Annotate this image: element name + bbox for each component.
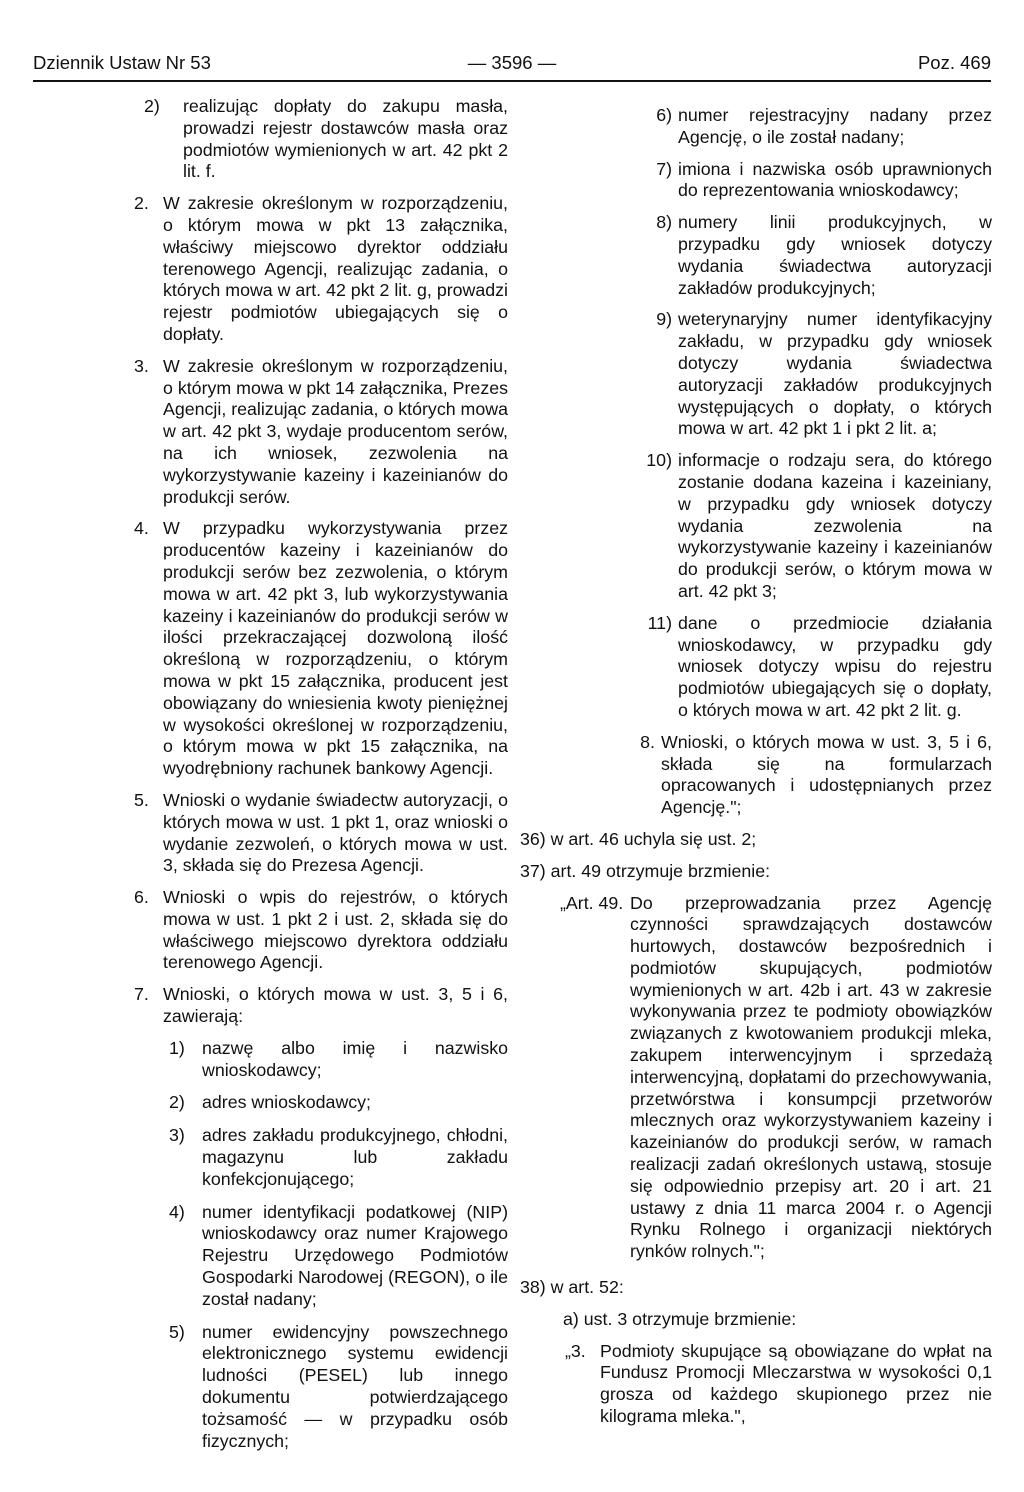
- paragraph-text: Wnioski, o których mowa w ust. 3, 5 i 6, zawierają:: [163, 984, 508, 1027]
- item-text: nazwę albo imię i nazwisko wnioskodawcy;: [202, 1037, 508, 1080]
- paragraph: [134, 790, 508, 877]
- list-item: [520, 105, 992, 149]
- item-number: 2): [169, 1092, 185, 1113]
- paragraph-number: 2.: [134, 193, 149, 214]
- item-number: 3): [169, 1125, 185, 1146]
- paragraph-number: 3.: [134, 355, 149, 376]
- paragraph: [134, 984, 508, 1028]
- item-text: adres zakładu produkcyjnego, chłodni, magazynu lub zakładu konfekcjonującego;: [202, 1125, 508, 1189]
- item-text: numer ewidencyjny powszechnego elektronicznego systemu ewidencji ludności (PESEL) lub innego dokumentu potwierdzającego tożsamość — w przypadku osób fizycznych;: [202, 1321, 508, 1451]
- item-text: numer rejestracyjny nadany przez Agencję, o ile został nadany;: [678, 105, 992, 147]
- paragraph-number: 7.: [134, 984, 149, 1005]
- item-number: 1): [169, 1037, 185, 1058]
- amendment-text: 38) w art. 52:: [520, 1277, 624, 1298]
- amendment-text: 37) art. 49 otrzymuje brzmienie:: [520, 860, 771, 881]
- paragraph: [520, 732, 992, 819]
- paragraph: [134, 518, 508, 780]
- paragraph-text: Podmioty skupujące są obowiązane do wpłat na Fundusz Promocji Mleczarstwa w wysokości 0,1 grosza od każdego skupionego przez nie kilograma mleka.",: [600, 1340, 992, 1427]
- item-number: 10): [646, 450, 672, 471]
- list-item: [520, 159, 992, 203]
- paragraph-number: 6.: [134, 887, 149, 908]
- item-number: 9): [656, 309, 672, 330]
- list-item: [169, 1202, 508, 1311]
- list-item: [520, 309, 992, 440]
- item-text: imiona i nazwiska osób uprawnionych do reprezentowania wnioskodawcy;: [678, 158, 992, 201]
- item-number: 6): [656, 105, 672, 125]
- page-number: — 3596 —: [467, 52, 557, 73]
- paragraph-text: W zakresie określonym w rozporządzeniu, o którym mowa w pkt 13 załącznika, właściwy miejscowo dyrektor oddziału terenowego Agencji, realizując zadania, o których mowa w art. 42 pkt 2 lit. g, prowadzi rejestr podmiotów ubiegających się o dopłaty.: [163, 193, 508, 344]
- amendment-point: [520, 1277, 992, 1299]
- paragraph-number: 4.: [134, 518, 149, 539]
- amendment-text: a) ust. 3 otrzymuje brzmienie:: [563, 1308, 797, 1329]
- item-text: adres wnioskodawcy;: [202, 1092, 372, 1113]
- item-text: numer identyfikacji podatkowej (NIP) wnioskodawcy oraz numer Krajowego Rejestru Urzędowego Podmiotów Gospodarki Narodowej (REGON), o ile został nadany;: [202, 1201, 508, 1309]
- amendment-text: 36) w art. 46 uchyla się ust. 2;: [520, 828, 757, 849]
- item-text: informacje o rodzaju sera, do którego zostanie dodana kazeina i kazeiniany, w przypadku gdy wniosek dotyczy wydania zezwolenia na wykorzystywanie kazeiny i kazeinianów do produkcji serów, o którym mowa w art. 42 pkt 3;: [678, 450, 992, 601]
- amendment-point: [520, 829, 992, 851]
- item-text: realizując dopłaty do zakupu masła, prowadzi rejestr dostawców masła oraz podmiotów wymienionych w art. 42 pkt 2 lit. f.: [183, 96, 508, 182]
- header-rule: [33, 80, 991, 82]
- paragraph-number: 5.: [134, 789, 149, 810]
- item-text: dane o przedmiocie działania wnioskodawcy, w przypadku gdy wniosek dotyczy wpisu do rejestru podmiotów ubiegających się o dopłaty, o których mowa w art. 42 pkt 2 lit. g.: [678, 612, 992, 720]
- quoted-paragraph: [520, 1341, 992, 1428]
- paragraph: [134, 887, 508, 974]
- right-column: [520, 105, 992, 1438]
- position-number: Poz. 469: [917, 52, 991, 73]
- paragraph-number: „3.: [565, 1340, 586, 1361]
- paragraph-text: Wnioski o wydanie świadectw autoryzacji, o których mowa w ust. 1 pkt 1, oraz wnioski o wydanie zezwoleń, o których mowa w ust. 3, składa się do Prezesa Agencji.: [163, 789, 508, 876]
- item-number: 8): [656, 212, 672, 233]
- list-item: [169, 1038, 508, 1082]
- list-item: [144, 96, 508, 183]
- journal-title: Dziennik Ustaw Nr 53: [33, 52, 211, 73]
- page-header: [33, 52, 991, 80]
- left-column: [134, 96, 508, 1463]
- item-text: numery linii produkcyjnych, w przypadku gdy wniosek dotyczy wydania świadectwa autoryzacji zakładów produkcyjnych;: [678, 212, 992, 298]
- item-number: 2): [144, 96, 160, 116]
- item-text: weterynaryjny numer identyfikacyjny zakładu, w przypadku gdy wniosek dotyczy wydania świadectwa autoryzacji zakładów produkcyjnych występujących o dopłaty, o których mowa w art. 42 pkt 1 i pkt 2 lit. a;: [678, 309, 992, 439]
- item-number: 7): [656, 158, 672, 179]
- list-item: [169, 1322, 508, 1453]
- paragraph-text: W przypadku wykorzystywania przez producentów kazeiny i kazeinianów do produkcji serów bez zezwolenia, o którym mowa w art. 42 pkt 3, lub wykorzystywania kazeiny i kazeinianów do produkcji serów w ilości przekraczającej dozwoloną ilość określoną w rozporządzeniu, o którym mowa w pkt 15 załącznika, producent jest obowiązany do wniesienia kwoty pieniężnej w wysokości określonej w rozporządzeniu, o którym mowa w pkt 15 załącznika, na wyodrębniony rachunek bankowy Agencji.: [163, 518, 508, 779]
- list-item: [169, 1125, 508, 1190]
- paragraph-text: Wnioski, o których mowa w ust. 3, 5 i 6, składa się na formularzach opracowanych i udostępnianych przez Agencję.";: [661, 731, 992, 818]
- article-text: [520, 893, 992, 1264]
- paragraph-text: Wnioski o wpis do rejestrów, o których mowa w ust. 1 pkt 2 i ust. 2, składa się do właściwego miejscowo dyrektora oddziału terenowego Agencji.: [163, 887, 508, 973]
- paragraph-text: W zakresie określonym w rozporządzeniu, o którym mowa w pkt 14 załącznika, Prezes Agencji, realizując zadania, o których mowa w art. 42 pkt 3, wydaje producentom serów, na ich wniosek, zezwolenia na wykorzystywanie kazeiny i kazeinianów do produkcji serów.: [163, 355, 508, 507]
- paragraph: [134, 193, 508, 346]
- list-item: [520, 613, 992, 722]
- item-number: 11): [647, 612, 672, 633]
- article-body: Do przeprowadzania przez Agencję czynności sprawdzających dostawców hurtowych, dostawców bezpośrednich i podmiotów skupujących, podmiotów wymienionych w art. 42b i art. 43 w zakresie wykonywania przez te podmioty obowiązków związanych z kwotowaniem produkcji mleka, zakupem interwencyjnym i sprzedażą interwencyjną, dopłatami do przechowywania, przetwórstwa i konsumpcji przetworów mlecznych oraz wykorzystywaniem kazeiny i kazeinianów do produkcji serów, w ramach realizacji zadań określonych ustawą, stosuje się odpowiednio przepisy art. 20 i art. 21 ustawy z dnia 11 marca 2004 r. o Agencji Rynku Rolnego i organizacji niektórych rynków rolnych.";: [630, 892, 992, 1262]
- item-number: 4): [169, 1201, 185, 1222]
- list-item: [520, 212, 992, 299]
- list-item: [169, 1092, 508, 1114]
- paragraph-number: 8.: [640, 731, 655, 752]
- article-number: „Art. 49.: [560, 892, 624, 913]
- amendment-point: [520, 861, 992, 883]
- list-item: [520, 450, 992, 603]
- item-number: 5): [169, 1321, 185, 1342]
- amendment-subpoint: [563, 1309, 992, 1331]
- paragraph: [134, 356, 508, 509]
